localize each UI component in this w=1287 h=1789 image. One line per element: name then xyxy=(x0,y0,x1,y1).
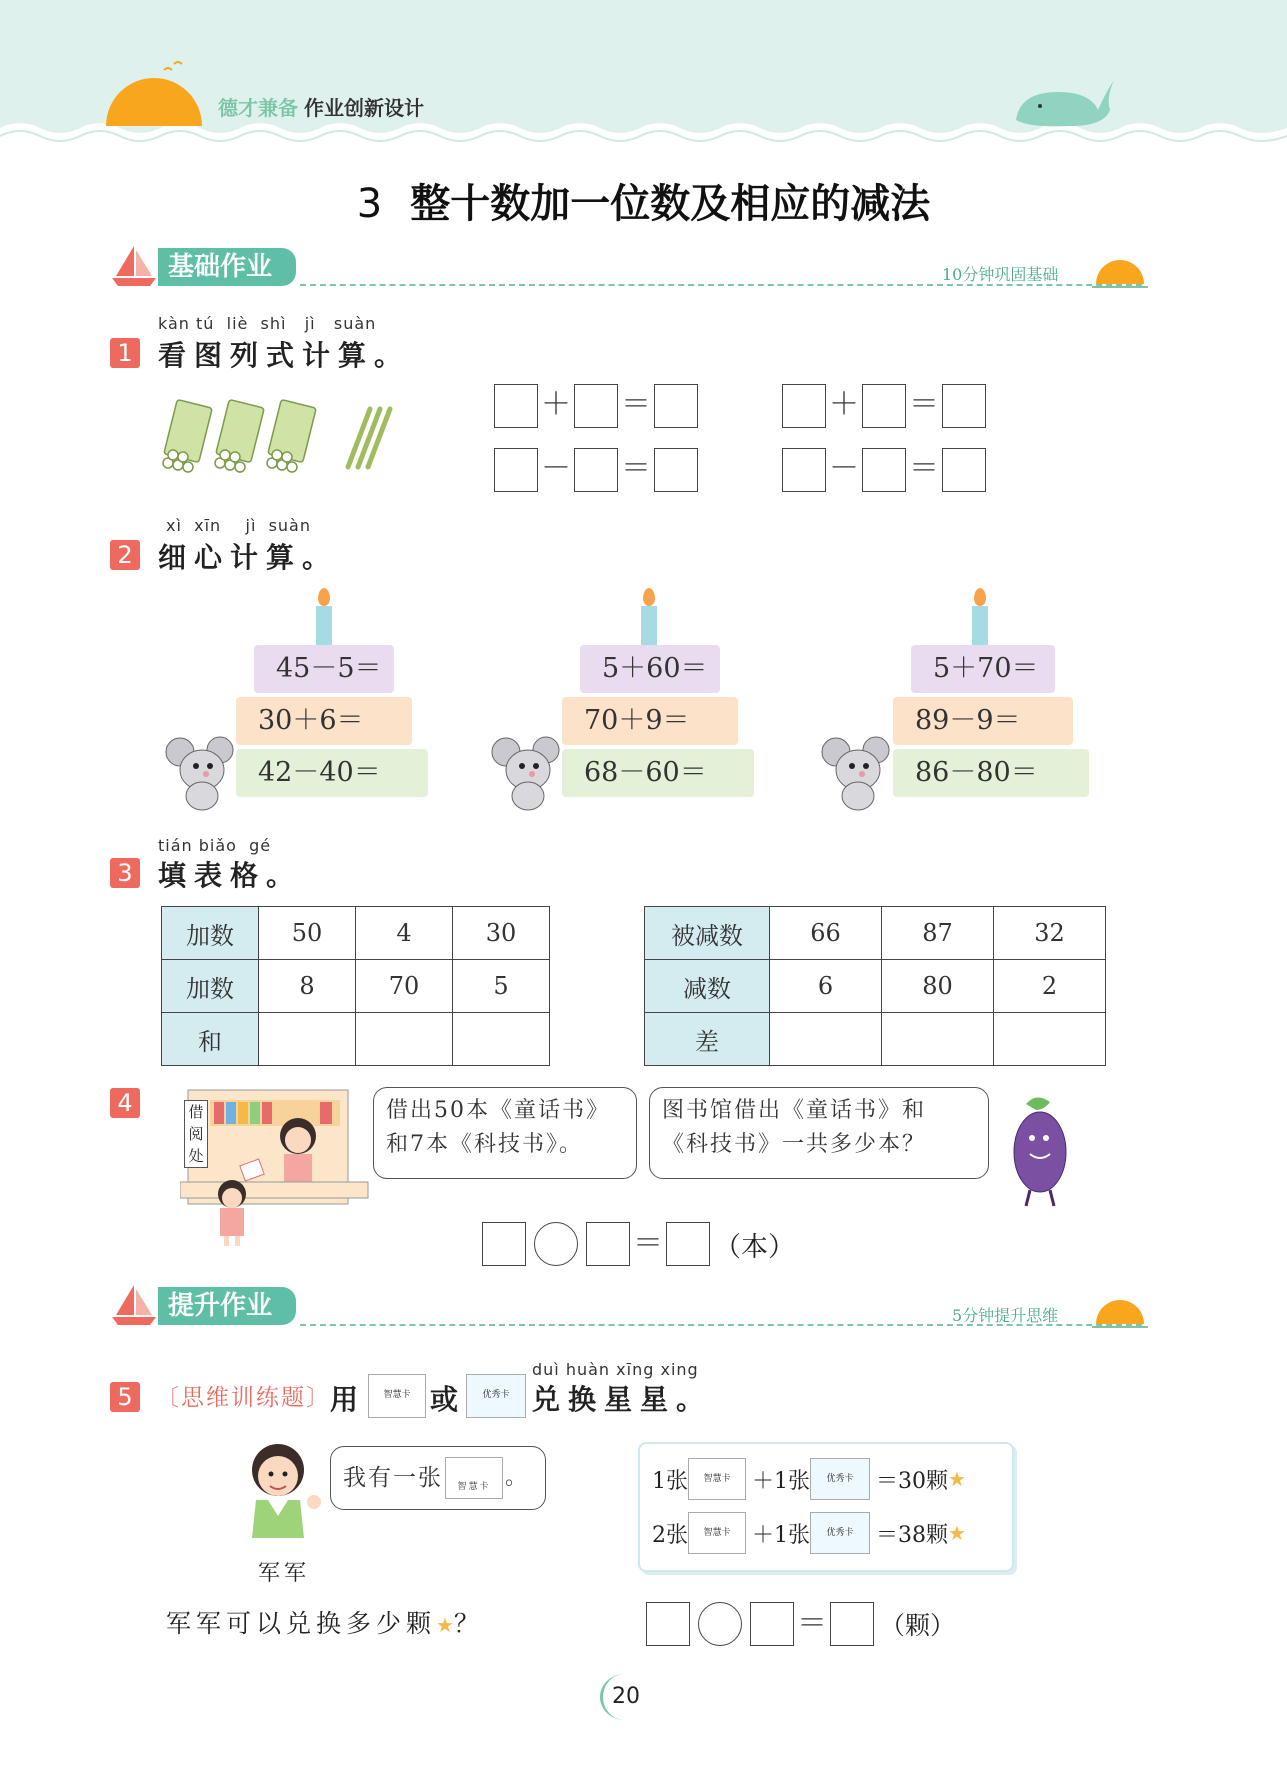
answer-box[interactable] xyxy=(646,1602,690,1646)
whale-icon xyxy=(1010,76,1120,132)
unit-label: （颗） xyxy=(880,1611,956,1640)
sailboat-icon xyxy=(110,244,158,288)
mouse-icon xyxy=(162,730,244,814)
section-advanced-note: 5分钟提升思维 xyxy=(952,1306,1059,1325)
pinyin-syllable: duì xyxy=(532,1360,560,1379)
brand-subtitle: 作业创新设计 xyxy=(304,96,424,120)
addition-table xyxy=(161,906,550,1066)
flame-icon xyxy=(318,588,330,606)
pinyin-syllable: liè xyxy=(226,314,249,333)
table-cell: 50 xyxy=(259,907,356,960)
table-cell: 32 xyxy=(994,907,1106,960)
candle-stick xyxy=(316,606,332,646)
equals-sign: ＝ xyxy=(909,387,939,422)
answer-cell[interactable] xyxy=(994,1013,1106,1066)
q1-number: 1 xyxy=(110,338,140,368)
lesson-number: 3 xyxy=(356,181,383,227)
desk-sign xyxy=(184,1100,208,1168)
star-icon: ★ xyxy=(948,1467,966,1491)
answer-box[interactable] xyxy=(750,1602,794,1646)
card-label: 优秀卡 xyxy=(826,1528,854,1538)
pinyin-syllable: tián xyxy=(158,836,193,855)
table-cell: 30 xyxy=(453,907,550,960)
excellence-card-icon xyxy=(810,1458,870,1500)
speech-bubble-question xyxy=(649,1087,989,1179)
rule-plus: ＋1张 xyxy=(752,1522,810,1548)
star-icon: ★ xyxy=(948,1521,966,1545)
subtraction-row xyxy=(494,448,698,492)
answer-cell[interactable] xyxy=(356,1013,453,1066)
wisdom-card-icon xyxy=(688,1458,746,1500)
table-cell: 6 xyxy=(770,960,882,1013)
rule-plus: ＋1张 xyxy=(752,1468,810,1494)
table-row xyxy=(162,1013,550,1066)
cake-problem: 30＋6＝ xyxy=(236,697,412,745)
pinyin-syllable: jì xyxy=(245,516,257,535)
addition-row xyxy=(494,384,698,428)
q5-question xyxy=(166,1604,484,1640)
answer-box[interactable] xyxy=(862,384,906,428)
answer-box[interactable] xyxy=(942,384,986,428)
card-label: 智慧卡 xyxy=(457,1482,491,1492)
q1-equation-grid-right xyxy=(782,384,986,492)
q5-text: 兑换星星。 xyxy=(532,1383,713,1416)
q2-number: 2 xyxy=(110,540,140,570)
answer-box[interactable] xyxy=(666,1222,710,1266)
answer-box[interactable] xyxy=(654,384,698,428)
answer-box[interactable] xyxy=(942,448,986,492)
lesson-title: 整十数加一位数及相应的减法 xyxy=(410,181,931,227)
sign-char: 借 xyxy=(188,1103,204,1121)
answer-cell[interactable] xyxy=(453,1013,550,1066)
excellence-card-icon xyxy=(810,1512,870,1554)
rule-result: ＝38颗 xyxy=(876,1522,948,1548)
equals-sign: ＝ xyxy=(621,451,651,486)
card-label: 智慧卡 xyxy=(383,1390,411,1400)
cake-problem: 45－5＝ xyxy=(254,645,394,693)
cake-problem: 68－60＝ xyxy=(562,749,754,797)
table-row xyxy=(645,960,1106,1013)
answer-box[interactable] xyxy=(574,384,618,428)
cake-problem: 70＋9＝ xyxy=(562,697,738,745)
sign-char: 阅 xyxy=(188,1125,204,1143)
addition-row xyxy=(782,384,986,428)
cake-problem: 89－9＝ xyxy=(893,697,1073,745)
equals-sign: ＝ xyxy=(797,1606,827,1641)
q5-or: 或 xyxy=(430,1383,459,1416)
page-title xyxy=(0,172,1287,229)
table-cell: 80 xyxy=(882,960,994,1013)
eggplant-icon xyxy=(1000,1090,1076,1210)
section-basic-label: 基础作业 xyxy=(158,248,296,286)
sunset-icon xyxy=(1092,252,1148,292)
table-row xyxy=(162,907,550,960)
answer-box[interactable] xyxy=(494,448,538,492)
candle-stick xyxy=(641,606,657,646)
pinyin-syllable: huàn xyxy=(565,1360,611,1379)
q2-text: 细心计算。 xyxy=(158,541,339,574)
q3-pinyin xyxy=(158,836,271,855)
answer-box[interactable] xyxy=(782,448,826,492)
plus-sign: ＋ xyxy=(541,387,571,422)
row-header: 差 xyxy=(645,1013,770,1066)
cake-problem: 5＋70＝ xyxy=(911,645,1055,693)
speech-bubble-librarian xyxy=(373,1087,637,1179)
flame-icon xyxy=(974,588,986,606)
wisdom-card-icon xyxy=(368,1374,426,1418)
table-cell: 87 xyxy=(882,907,994,960)
character-name: 军军 xyxy=(258,1561,311,1586)
q1-text: 看图列式计算。 xyxy=(158,339,411,372)
sun-icon xyxy=(104,60,204,128)
answer-cell[interactable] xyxy=(882,1013,994,1066)
answer-box[interactable] xyxy=(782,384,826,428)
star-icon: ★ xyxy=(436,1613,454,1637)
wisdom-card-icon xyxy=(688,1512,746,1554)
sunset-icon xyxy=(1092,1292,1148,1332)
section-basic-note: 10分钟巩固基础 xyxy=(942,265,1059,284)
table-cell: 5 xyxy=(453,960,550,1013)
unit-label: （本） xyxy=(714,1231,795,1263)
answer-box[interactable] xyxy=(830,1602,874,1646)
answer-box[interactable] xyxy=(482,1222,526,1266)
speech-text: 我有一张 xyxy=(343,1465,443,1491)
answer-cell[interactable] xyxy=(770,1013,882,1066)
speech-end: 。 xyxy=(505,1465,530,1490)
question-end: ？ xyxy=(453,1609,484,1638)
card-label: 智慧卡 xyxy=(703,1528,731,1538)
candle xyxy=(316,588,332,646)
table-row xyxy=(645,907,1106,960)
pinyin-syllable: tú xyxy=(196,314,215,333)
rule-count: 1张 xyxy=(652,1468,688,1494)
pinyin-syllable: gé xyxy=(249,836,272,855)
q1-equation-grid-left xyxy=(494,384,698,492)
row-header: 加数 xyxy=(162,960,259,1013)
answer-box[interactable] xyxy=(654,448,698,492)
row-header: 被减数 xyxy=(645,907,770,960)
bubble-line: 借出50本《童话书》 xyxy=(386,1098,610,1123)
card-label: 优秀卡 xyxy=(826,1474,854,1484)
table-cell: 66 xyxy=(770,907,882,960)
q5-use: 用 xyxy=(330,1383,359,1416)
answer-box[interactable] xyxy=(586,1222,630,1266)
card-label: 智慧卡 xyxy=(703,1474,731,1484)
rule-row xyxy=(652,1458,1012,1500)
answer-cell[interactable] xyxy=(259,1013,356,1066)
subtraction-table xyxy=(644,906,1106,1066)
operator-circle[interactable] xyxy=(534,1222,578,1266)
q4-number: 4 xyxy=(110,1088,140,1118)
mouse-icon xyxy=(818,730,900,814)
q5-tag: 〔思维训练题〕 xyxy=(156,1385,331,1411)
table-cell: 70 xyxy=(356,960,453,1013)
bubble-line: 图书馆借出《童话书》和 xyxy=(662,1098,927,1123)
pinyin-syllable: suàn xyxy=(268,516,311,535)
table-row xyxy=(645,1013,1106,1066)
minus-sign: － xyxy=(829,451,859,486)
pinyin-syllable: xīn xyxy=(194,516,222,535)
candle xyxy=(641,588,657,646)
table-row xyxy=(162,960,550,1013)
cake-problem: 42－40＝ xyxy=(236,749,428,797)
q5-number: 5 xyxy=(110,1382,140,1412)
pinyin-syllable: kàn xyxy=(158,314,190,333)
minus-sign: － xyxy=(541,451,571,486)
pinyin-syllable: xì xyxy=(166,516,182,535)
stick-bundles-illustration xyxy=(158,395,418,480)
library-desk-illustration xyxy=(180,1086,372,1248)
excellence-card-icon xyxy=(466,1374,526,1418)
exchange-rules-panel xyxy=(638,1442,1014,1572)
row-header: 和 xyxy=(162,1013,259,1066)
sailboat-icon xyxy=(110,1283,158,1327)
q5-equation xyxy=(646,1602,955,1646)
answer-box[interactable] xyxy=(862,448,906,492)
answer-box[interactable] xyxy=(574,448,618,492)
pinyin-syllable: biǎo xyxy=(198,836,237,855)
bubble-line: 《科技书》一共多少本？ xyxy=(662,1132,927,1157)
table-cell: 2 xyxy=(994,960,1106,1013)
subtraction-row xyxy=(782,448,986,492)
plus-sign: ＋ xyxy=(829,387,859,422)
wisdom-card-icon xyxy=(445,1457,503,1499)
bubble-line: 和7本《科技书》。 xyxy=(386,1132,583,1157)
pinyin-syllable: xing xyxy=(660,1360,699,1379)
pinyin-syllable: xīng xyxy=(616,1360,655,1379)
q2-pinyin xyxy=(166,516,311,535)
rule-count: 2张 xyxy=(652,1522,688,1548)
answer-box[interactable] xyxy=(494,384,538,428)
equals-sign: ＝ xyxy=(621,387,651,422)
pinyin-syllable: jì xyxy=(304,314,316,333)
candle-stick xyxy=(972,606,988,646)
mouse-icon xyxy=(488,730,570,814)
candle xyxy=(972,588,988,646)
card-label: 优秀卡 xyxy=(482,1390,510,1400)
rule-result: ＝30颗 xyxy=(876,1468,948,1494)
pinyin-syllable: suàn xyxy=(333,314,377,333)
q3-number: 3 xyxy=(110,858,140,888)
q4-equation xyxy=(482,1222,795,1266)
cake-problem: 86－80＝ xyxy=(893,749,1089,797)
rule-row xyxy=(652,1512,1012,1554)
speech-bubble-junjun xyxy=(330,1446,546,1510)
equals-sign: ＝ xyxy=(909,451,939,486)
pinyin-syllable: shì xyxy=(260,314,287,333)
brand xyxy=(218,92,424,121)
q1-pinyin xyxy=(158,314,376,333)
question-text: 军军可以兑换多少颗 xyxy=(166,1609,437,1638)
brand-name: 德才兼备 xyxy=(218,96,298,120)
section-advanced-label: 提升作业 xyxy=(158,1287,296,1325)
flame-icon xyxy=(643,588,655,606)
table-cell: 8 xyxy=(259,960,356,1013)
q5-pinyin xyxy=(532,1360,699,1379)
page-number: 20 xyxy=(600,1674,649,1720)
q3-text: 填表格。 xyxy=(158,859,303,892)
sign-char: 处 xyxy=(188,1147,204,1165)
boy-junjun-icon xyxy=(238,1436,324,1554)
table-cell: 4 xyxy=(356,907,453,960)
row-header: 减数 xyxy=(645,960,770,1013)
operator-circle[interactable] xyxy=(698,1602,742,1646)
equals-sign: ＝ xyxy=(633,1226,663,1261)
row-header: 加数 xyxy=(162,907,259,960)
cake-problem: 5＋60＝ xyxy=(580,645,720,693)
